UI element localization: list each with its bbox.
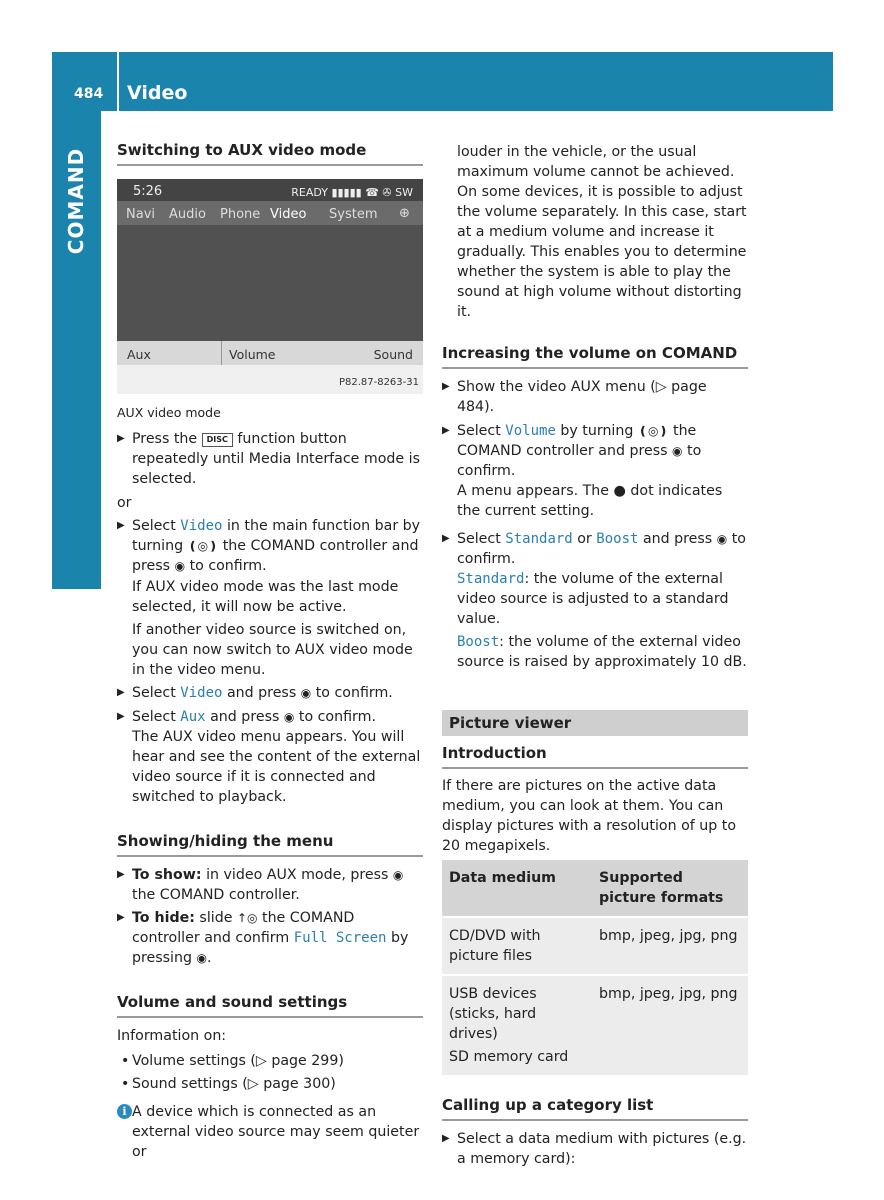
press-controller-icon: ◉ bbox=[283, 710, 295, 724]
note-menu-appears: A menu appears. The ● dot indicates the current setting. bbox=[457, 483, 723, 519]
image-caption: AUX video mode bbox=[117, 405, 221, 420]
screen-btn-aux: Aux bbox=[127, 347, 151, 362]
note-aux-menu: The AUX video menu appears. You will hear and see the content of the external video source if it is connected and switched to playback. bbox=[132, 729, 421, 805]
screen-menu-system: System bbox=[329, 207, 378, 222]
step-select-aux: ▶ Select Aux and press ◉ to confirm. The AUX video menu appears. You will hear and see the content of the external video source if it is connected and switched to playback. bbox=[117, 707, 423, 807]
screen-btn-volume: Volume bbox=[229, 347, 276, 362]
heading-category-list: Calling up a category list bbox=[442, 1095, 748, 1121]
press-controller-icon: ◉ bbox=[196, 951, 207, 965]
note-last-mode: If AUX video mode was the last mode selected, it will now be active. bbox=[132, 579, 399, 615]
page-header bbox=[52, 52, 833, 111]
screen-bottom-bar bbox=[117, 341, 423, 365]
screen-video-area bbox=[117, 225, 423, 341]
intro-text: If there are pictures on the active data medium, you can look at them. You can display pictures with a resolution of up to 20 megapixels. bbox=[442, 778, 737, 854]
step-to-show: ▶ To show: in video AUX mode, press ◉ the COMAND controller. bbox=[117, 865, 423, 905]
link-volume-settings: • Volume settings (▷ page 299) bbox=[117, 1051, 423, 1071]
step-show-aux-menu: ▶ Show the video AUX menu (▷ page 484). bbox=[442, 377, 748, 417]
table-cell: bmp, jpeg, jpg, png bbox=[592, 917, 748, 975]
step-select-data-medium: ▶ Select a data medium with pictures (e.g. a memory card): bbox=[442, 1129, 748, 1169]
right-column bbox=[442, 140, 748, 1169]
step-select-video: ▶ Select Video in the main function bar by turning ❪◎❫ the COMAND controller and press ◉ to confirm. If AUX video mode was the last mode selected, it will now be active. If another video source is switched on, you can now switch to AUX video mode in the video menu. bbox=[117, 516, 423, 680]
step-select-standard-boost: ▶ Select Standard or Boost and press ◉ to confirm. Standard: the volume of the external video source is adjusted to a standard value. Boost: the volume of the external video source is raised by approximately 10 dB. bbox=[442, 529, 748, 672]
step-to-hide: ▶ To hide: slide ↑◎ the COMAND controller and confirm Full Screen by pressing ◉. bbox=[117, 908, 423, 968]
table-cell: CD/DVD with picture files bbox=[442, 917, 592, 975]
info-on-text: Information on: bbox=[117, 1028, 227, 1044]
globe-icon: ⊕ bbox=[399, 206, 410, 221]
aux-screen-image bbox=[117, 179, 423, 394]
press-controller-icon: ◉ bbox=[174, 559, 186, 573]
table-row bbox=[442, 975, 748, 1075]
press-controller-icon: ◉ bbox=[300, 686, 312, 700]
heading-volume-sound: Volume and sound settings bbox=[117, 992, 423, 1018]
screen-menu-bar bbox=[117, 201, 423, 225]
table-cell: bmp, jpeg, jpg, png bbox=[592, 975, 748, 1075]
table-header: Data medium bbox=[442, 860, 592, 917]
heading-picture-viewer: Picture viewer bbox=[442, 710, 748, 736]
press-controller-icon: ◉ bbox=[392, 868, 404, 882]
note-continued: louder in the vehicle, or the usual maximum volume cannot be achieved. On some devices, it is possible to adjust the volume separately. In this case, start at a medium volume and increase it gradually. This enables you to determine whether the system is able to play the sound at high volume without distorting it. bbox=[457, 144, 747, 320]
table-header: Supported picture formats bbox=[592, 860, 748, 917]
formats-table bbox=[442, 860, 748, 1075]
screen-status-bar bbox=[117, 179, 423, 201]
note-standard: Standard: the volume of the external video source is adjusted to a standard value. bbox=[457, 571, 729, 627]
step-select-volume: ▶ Select Volume by turning ❪◎❫ the COMAND controller and press ◉ to confirm. A menu appears. The ● dot indicates the current setting. bbox=[442, 421, 748, 521]
slide-controller-icon: ↑◎ bbox=[236, 911, 258, 925]
turn-controller-icon: ❪◎❫ bbox=[637, 424, 669, 438]
note-boost: Boost: the volume of the external video source is raised by approximately 10 dB. bbox=[457, 634, 747, 670]
press-controller-icon: ◉ bbox=[672, 444, 683, 458]
disc-key-icon: DISC bbox=[202, 433, 233, 447]
page-title: Video bbox=[127, 82, 188, 104]
note-other-source: If another video source is switched on, you can now switch to AUX video mode in the video menu. bbox=[132, 622, 413, 678]
heading-aux-mode: Switching to AUX video mode bbox=[117, 140, 423, 166]
table-cell: USB devices (sticks, hard drives) SD memory card bbox=[442, 975, 592, 1075]
left-column bbox=[117, 140, 423, 1162]
table-header-row bbox=[442, 860, 748, 917]
table-row bbox=[442, 917, 748, 975]
info-note: i A device which is connected as an external video source may seem quieter or bbox=[117, 1102, 423, 1162]
image-code-text: P82.87-8263-31 bbox=[338, 377, 419, 388]
screen-menu-video: Video bbox=[270, 207, 307, 222]
or-text: or bbox=[117, 495, 132, 511]
heading-show-hide-menu: Showing/hiding the menu bbox=[117, 831, 423, 857]
screen-btn-sound: Sound bbox=[373, 347, 413, 362]
turn-controller-icon: ❪◎❫ bbox=[187, 539, 219, 553]
section-tab bbox=[52, 111, 101, 589]
heading-introduction: Introduction bbox=[442, 743, 748, 769]
info-icon: i bbox=[117, 1104, 132, 1119]
press-controller-icon: ◉ bbox=[716, 532, 728, 546]
link-sound-settings: • Sound settings (▷ page 300) bbox=[117, 1074, 423, 1094]
screen-time: 5:26 bbox=[133, 184, 163, 199]
screen-menu-navi: Navi bbox=[126, 207, 155, 222]
step-press-disc: ▶ Press the DISC function button repeatedly until Media Interface mode is selected. bbox=[117, 429, 423, 489]
header-divider bbox=[117, 52, 119, 111]
screen-menu-audio: Audio bbox=[169, 207, 206, 222]
page-number: 484 bbox=[74, 86, 104, 102]
heading-increasing-volume: Increasing the volume on COMAND bbox=[442, 343, 748, 369]
image-code bbox=[117, 365, 423, 394]
screen-status: READY ▮▮▮▮▮ ☎ ✇ SW bbox=[291, 186, 413, 199]
screen-menu-phone: Phone bbox=[220, 207, 261, 222]
step-select-video-confirm: ▶ Select Video and press ◉ to confirm. bbox=[117, 683, 423, 703]
section-tab-label: COMAND bbox=[64, 147, 88, 255]
